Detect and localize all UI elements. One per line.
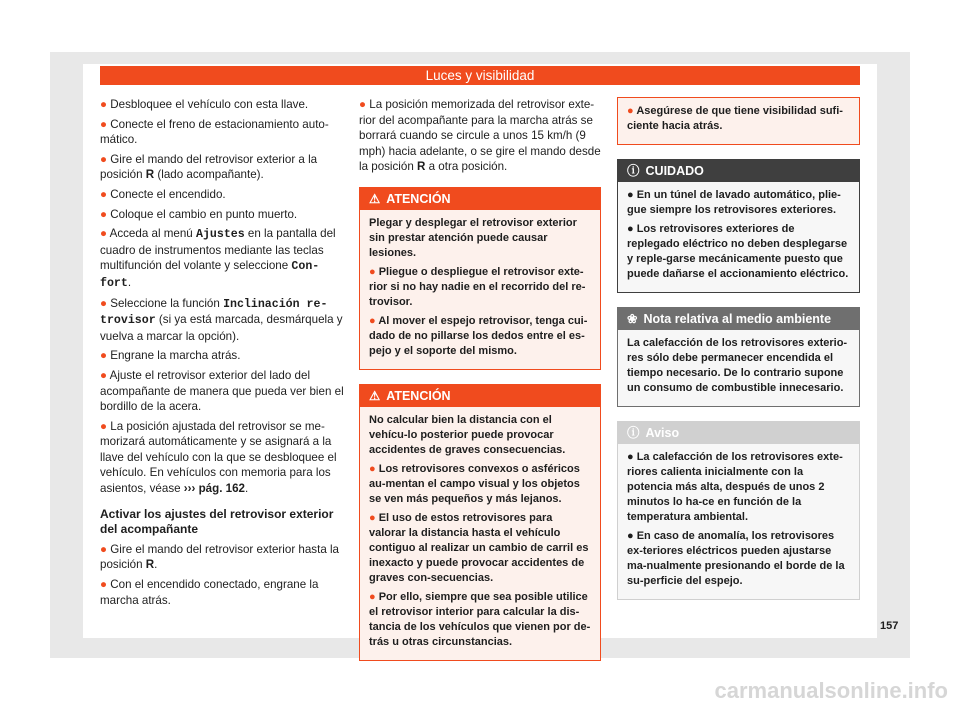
warning-box: ⚠ ATENCIÓN Plegar y desplegar el retrovisor exterior sin prestar atención puede causar lesiones. ● Pliegue o despliegue el retrovisor exte-rior si no hay nadie en el recorrido del re-trovisor. ● Al mover el espejo retrovisor, tenga cui-dado de no pillarse los dedos entre el es-pejo y el soporte del mismo. — [359, 187, 601, 370]
list-item: ● La posición ajustada del retrovisor se me-morizará automáticamente y se asignará a la llave del vehículo con la que se desbloquee el vehículo. En vehículos con memoria para los asientos, véase ››› pág. 162. — [100, 419, 337, 496]
list-item: ● Ajuste el retrovisor exterior del lado del acompañante de manera que pueda ver bien el bordillo de la acera. — [100, 368, 344, 414]
info-circle-icon: ⓘ — [627, 164, 640, 178]
column-1 — [100, 97, 344, 612]
warning-triangle-icon: ⚠ — [369, 388, 381, 403]
section-header — [100, 66, 860, 85]
list-item: ● Conecte el encendido. — [100, 187, 226, 201]
list-item: ● Gire el mando del retrovisor exterior hasta la posición R. — [100, 542, 340, 572]
column-2 — [359, 97, 601, 675]
warning-continuation: ● Asegúrese de que tiene visibilidad sufi-ciente hacia atrás. — [617, 97, 860, 145]
watermark: carmanualsonline.info — [714, 678, 948, 703]
leaf-icon: ❀ — [627, 312, 638, 326]
list-item: ● Conecte el freno de estacionamiento auto-mático. — [100, 117, 329, 147]
list-item: ● Con el encendido conectado, engrane la marcha atrás. — [100, 578, 319, 607]
subheading: Activar los ajustes del retrovisor exterior del acompañante — [100, 506, 334, 537]
list-item: ● Coloque el cambio en punto muerto. — [100, 207, 298, 221]
environment-note-box: ❀ Nota relativa al medio ambiente La calefacción de los retrovisores exterio-res sólo debe permanecer encendida el tiempo necesario. De lo contrario supone un consumo de combustible innecesario. — [617, 307, 860, 407]
list-item: ● La posición memorizada del retrovisor exte-rior del acompañante para la marcha atrás se borrará cuando se circule a unos 15 km/h (9 mph) hacia adelante, o se gire el mando desde la posición R a otra posición. — [359, 98, 601, 174]
page-reference: ››› pág. 162 — [183, 482, 245, 496]
caution-box: ⓘ CUIDADO ● En un túnel de lavado automático, plie-gue siempre los retrovisores exteriores. ● Los retrovisores exteriores de replegado eléctrico no deben desplegarse y reple-garse mecánicamente puesto que puede dañarse el accionamiento eléctrico. — [617, 159, 860, 293]
list-item: ● Seleccione la función Inclinación re-trovisor (si ya está marcada, desmárquela y vuelva a marcar la opción). — [100, 296, 343, 343]
list-item: ● Acceda al menú Ajustes en la pantalla del cuadro de instrumentos mediante las teclas multifunción del volante y seleccione Con-fort. — [100, 227, 336, 290]
list-item: ● Gire el mando del retrovisor exterior a la posición R (lado acompañante). — [100, 152, 318, 182]
section-title: Luces y visibilidad — [425, 68, 535, 83]
page-number: 157 — [880, 620, 899, 632]
list-item: ● Desbloquee el vehículo con esta llave. — [100, 98, 309, 111]
notice-box: ⓘ Aviso ● La calefacción de los retrovisores exte-riores calienta inicialmente con la potencia más alta, después de unos 2 minutos lo ha-ce en función de la temperatura ambiental. ● En caso de anomalía, los retrovisores ex-teriores eléctricos pueden ajustarse ma-nualmente presionando el borde de la su-perficie del espejo. — [617, 421, 860, 600]
list-item: ● Engrane la marcha atrás. — [100, 349, 241, 363]
warning-triangle-icon: ⚠ — [369, 191, 381, 206]
column-3 — [617, 97, 860, 614]
info-square-icon: ⓘ — [627, 426, 640, 440]
warning-box: ⚠ ATENCIÓN No calcular bien la distancia con el vehícu-lo posterior puede provocar accidentes de graves consecuencias. ● Los retrovisores convexos o asféricos au-mentan el campo visual y los objetos se ven más pequeños y más lejanos. ● El uso de estos retrovisores para valorar la distancia hasta el vehículo contiguo al realizar un cambio de carril es inexacto y puede provocar accidentes de graves con-secuencias. ● Por ello, siempre que sea posible utilice el retrovisor interior para calcular la dis-tancia de los vehículos que vienen por de-trás u otras circunstancias. — [359, 384, 601, 661]
